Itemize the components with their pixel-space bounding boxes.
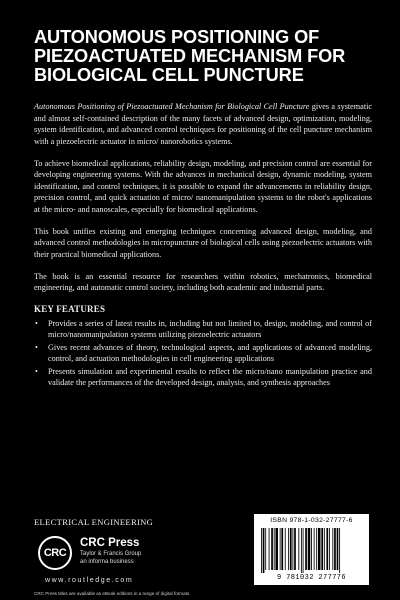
title-line-2: PIEZOACTUATED MECHANISM FOR [34,46,346,66]
barcode-bar [265,528,266,570]
barcode-bar [294,528,296,570]
crc-logo-icon [38,536,72,570]
ebook-note: CRC Press titles are available as eBook editions in a range of digital formats [34,591,190,596]
barcode-bar [314,528,315,570]
barcode-bar [308,528,311,570]
key-feature-item [34,366,372,389]
isbn-label: ISBN 978-1-032-27777-6 [270,517,353,524]
barcode-bar [269,528,270,570]
paragraph-applications: To achieve biomedical applications, reliability design, modeling, and precision control are essential for developing engineering systems. With the advances in mechanical design, dynamic modeling, system identification, and control techniques, it is possible to expand the advancements in reliability design, precision control, and quick actuation of micro/ nanomanipulation systems to the robot's applications at the micro- and nanoscales, especially for biomedical applications. [34,158,372,214]
barcode-bar [339,528,340,573]
paragraph-unifies: This book unifies existing and emerging techniques concerning advanced design, modeling, and advanced control methodologies in micropuncture of biological cells using piezoelectric actuators with their practical biomedical applications. [34,226,372,259]
title-line-3: BIOLOGICAL CELL PUNCTURE [34,65,304,85]
book-title-italic: Autonomous Positioning of Piezoactuated Mechanism for Biological Cell Puncture [34,102,310,111]
key-features-heading: KEY FEATURES [34,304,106,314]
title-line-1: AUTONOMOUS POSITIONING OF [34,27,320,47]
barcode-bar [321,528,323,570]
barcode-bar [316,528,317,570]
barcode-panel [254,514,369,585]
barcode-bar [292,528,293,570]
ean-digits: 9 781032 277776 [276,574,346,582]
publisher-logo [38,536,198,576]
description-body [34,101,372,390]
bullet-icon: • [35,318,38,328]
barcode-bar [305,528,307,570]
barcode-bar [285,528,286,570]
barcode-icon [261,528,361,573]
barcode-bar [271,528,273,570]
publisher-website: www.routledge.com [45,577,134,584]
key-features-list [34,318,372,389]
barcode-bar [288,528,289,570]
key-feature-item [34,342,372,365]
publisher-informa: an informa business [80,559,134,565]
barcode-bar [274,528,275,570]
paragraph-audience: The book is an essential resource for researchers within robotics, mechatronics, biomedical engineering, and automatic control society, including both academic and industrial parts. [34,271,372,292]
barcode-bar [324,528,325,570]
barcode-bar [261,528,262,573]
key-feature-text: Gives recent advances of theory, technological aspects, and applications of advanced modeling, control, and actuation methodologies in cell engineering applications [48,342,372,363]
publisher-name: CRC Press [80,537,140,549]
barcode-bar [329,528,330,570]
paragraph-intro-text: gives a systematic and almost self-contained description of the many facets of advanced design, optimization, modeling, system identification, and advanced control techniques for positioning of the cell puncture mechanism with a piezoelectric actuator in micro/ nanorobotics systems. [34,102,372,146]
subject-category: ELECTRICAL ENGINEERING [34,517,154,527]
barcode-bar [337,528,339,570]
book-title [34,28,374,85]
barcode-bar [301,528,302,573]
barcode-bar [318,528,321,570]
key-feature-text: Presents simulation and experimental results to reflect the micro/nano manipulation practice and validate the performances of the developed design, analysis, and synthesis approaches [48,366,372,387]
publisher-group: Taylor & Francis Group [80,551,142,557]
key-feature-text: Provides a series of latest results in, including but not limited to, design, modeling, and control of micro/nanomanipulation systems utilizing piezoelectric actuators [48,318,372,339]
barcode-bar [281,528,283,570]
barcode-bar [303,528,304,573]
barcode-bar [263,528,265,573]
barcode-bar [275,528,278,570]
bullet-icon: • [35,342,38,352]
crc-logo-text: CRC [43,547,67,559]
barcode-bar [290,528,292,570]
key-feature-item [34,318,372,341]
barcode-bar [311,528,312,570]
barcode-bar [298,528,299,570]
paragraph-intro [34,101,372,147]
barcode-bar [334,528,336,570]
barcode-bar [326,528,328,570]
bullet-icon: • [35,366,38,376]
barcode-bar [280,528,281,570]
barcode-bar [332,528,333,570]
